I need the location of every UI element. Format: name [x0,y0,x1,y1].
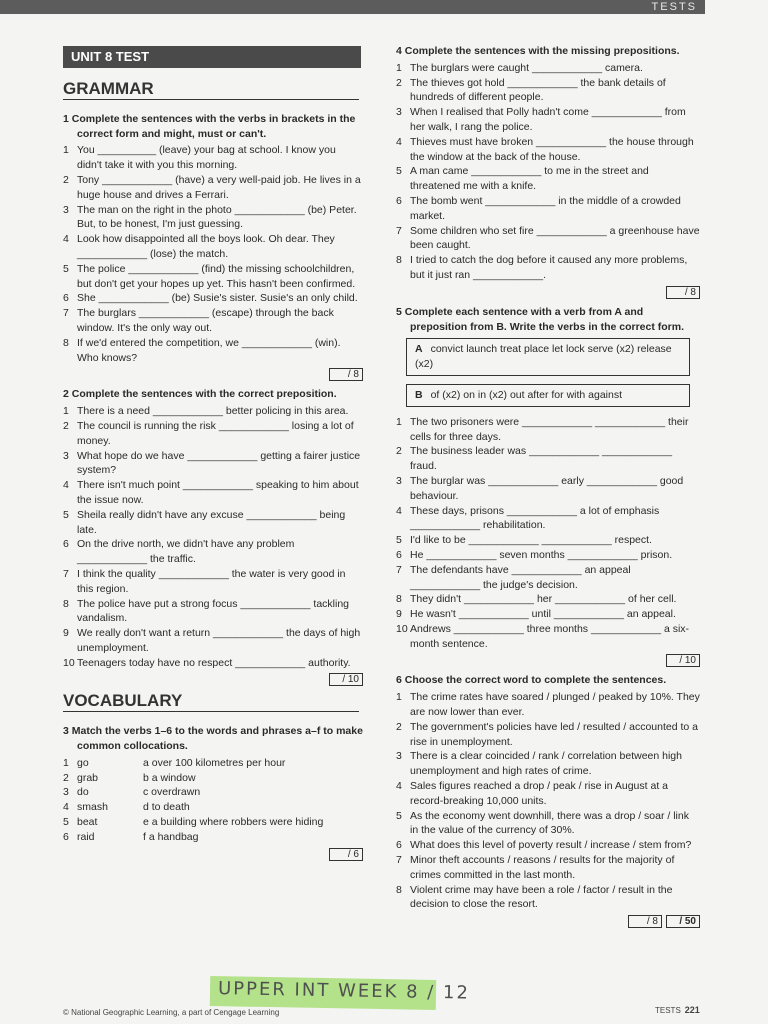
handwritten-note [210,976,471,1010]
exercise-5-item-number: 4 [396,504,402,517]
exercise-5-item-text: The defendants have ____________ an appeal ____________ the judge's decision. [410,563,631,591]
exercise-6-item [396,853,700,883]
exercise-2-item [63,656,363,671]
grammar-heading: GRAMMAR [63,82,359,100]
exercise-4-item [396,61,700,76]
exercise-5-instruction: 5 Complete each sentence with a verb from A and preposition from B. Write the verbs in the correct form. [396,305,685,333]
exercise-1-items [63,143,363,365]
exercise-5-item-text: These days, prisons ____________ a lot of emphasis ____________ rehabilitation. [410,504,660,532]
exercise-4-item-text: The thieves got hold ____________ the bank details of hundreds of different people. [410,76,666,104]
exercise-1-item-text: She ____________ (be) Susie's sister. Susie's an only child. [77,292,358,305]
exercise-2-item-number: 4 [63,479,69,492]
exercise-6-item [396,883,700,913]
exercise-1-item-text: You __________ (leave) your bag at school. I know you didn't take it with you this morning. [77,144,336,172]
exercise-2-item [63,449,363,479]
exercise-4-item-text: Thieves must have broken ____________ the house through the window at the back of the house. [410,135,694,163]
left-column [63,46,363,867]
collocation-number: 3 [63,786,69,799]
exercise-6-item-text: There is a clear coincided / rank / correlation between high unemployment and high rates of crime. [410,750,682,778]
exercise-1-item-text: Tony ____________ (have) a very well-paid job. He lives in a huge house and drives a Ferrari. [77,173,361,201]
exercise-1-instruction: 1 Complete the sentences with the verbs in brackets in the correct form and might, must or can't. [63,112,356,140]
exercise-5-item [396,504,700,534]
handwritten-note-text: UPPER INT WEEK 8 / 12 [217,978,471,1004]
header-tab-label: TESTS [651,1,697,13]
word-box-a-label: A [415,343,423,356]
exercise-5-item-text: He ____________ seven months ____________ prison. [410,548,673,561]
exercise-6-item-text: Minor theft accounts / reasons / results for the majority of crimes committed in the last month. [410,854,675,881]
exercise-1-item-number: 1 [63,144,69,157]
exercise-4-item-number: 4 [396,135,402,148]
exercise-2-item [63,419,363,449]
exercise-6-item [396,690,700,720]
exercise-2-item-text: There isn't much point ____________ speaking to him about the issue now. [77,479,359,506]
collocation-row [63,756,363,771]
exercise-2-items [63,404,363,670]
exercise-5-item [396,415,700,445]
exercise-4-item-text: The burglars were caught ____________ camera. [410,61,643,74]
word-box-b-label: B [415,388,423,401]
collocation-match: a over 100 kilometres per hour [143,756,286,769]
exercise-2-item-text: Teenagers today have no respect ____________ authority. [77,656,351,669]
exercise-1-item-text: The police ____________ (find) the missing schoolchildren, but don't get your hopes up yet. This hasn't been confirmed. [77,262,356,290]
exercise-4-item [396,164,700,194]
exercise-4-item [396,224,700,254]
exercise-1-item-number: 8 [63,336,69,349]
exercise-2-item [63,567,363,597]
exercise-6-item-text: What does this level of poverty result / increase / stem from? [410,839,692,852]
exercise-1-item-number: 4 [63,233,69,246]
exercise-4-item-text: I tried to catch the dog before it caused any more problems, but it just ran ____________. [410,254,688,281]
exercise-6-item [396,838,700,853]
exercise-2 [63,387,363,686]
exercise-1-item [63,203,363,233]
collocation-row [63,830,363,845]
collocation-verb: grab [77,771,99,784]
collocation-row [63,815,363,830]
collocation-row [63,771,363,786]
exercise-5-item-text: They didn't ____________ her ____________ of her cell. [410,593,677,606]
exercise-6-item-number: 2 [396,720,402,733]
exercise-6-item-number: 6 [396,839,402,852]
exercise-4-item [396,135,700,165]
exercise-1-score: / 8 [329,368,363,381]
exercise-1 [63,112,363,382]
exercise-6-item [396,779,700,809]
exercise-6-item [396,749,700,779]
exercise-5-item-number: 8 [396,593,402,606]
exercise-6-instruction: 6 Choose the correct word to complete the sentences. [396,674,667,687]
collocation-match: e a building where robbers were hiding [143,816,324,829]
collocation-match: b a window [143,771,196,784]
exercise-2-item-number: 5 [63,508,69,521]
page-number: 221 [684,1005,700,1015]
collocation-row [63,800,363,815]
exercise-5-score: / 10 [666,654,700,667]
exercise-2-item-text: Sheila really didn't have any excuse ____________ being late. [77,508,346,536]
footer-page [655,1005,700,1015]
exercise-2-item-number: 2 [63,419,69,432]
collocation-match: c overdrawn [143,786,201,799]
exercise-4-instruction: 4 Complete the sentences with the missing prepositions. [396,45,680,57]
exercise-2-item-number: 8 [63,597,69,610]
exercise-4-item-number: 3 [396,106,402,119]
exercise-5 [396,305,700,668]
header-bar [0,0,705,14]
collocation-verb: raid [77,830,95,843]
exercise-5-item-number: 1 [396,415,402,428]
exercise-6-items [396,690,700,912]
exercise-4-item-number: 1 [396,61,402,74]
exercise-2-item-number: 10 [63,656,75,669]
exercise-5-item [396,563,700,593]
exercise-4-items [396,61,700,283]
footer-copyright: © National Geographic Learning, a part of Cengage Learning [63,1008,280,1017]
word-box-b [406,384,690,407]
exercise-6-item-number: 5 [396,809,402,822]
collocation-verb: smash [77,801,108,814]
exercise-2-instruction: 2 Complete the sentences with the correct preposition. [63,388,337,401]
exercise-5-item [396,548,700,563]
collocation-match: f a handbag [143,830,199,843]
exercise-1-item [63,143,363,173]
unit-title: UNIT 8 TEST [63,46,361,68]
exercise-1-item [63,306,363,336]
exercise-2-item [63,508,363,538]
collocation-verb: go [77,756,89,769]
exercise-5-item-text: The business leader was ____________ ____________ fraud. [410,445,673,473]
exercise-2-item-text: What hope do we have ____________ getting a fairer justice system? [77,449,361,477]
exercise-4-item-number: 5 [396,165,402,178]
exercise-3-score: / 6 [329,848,363,861]
exercise-5-item-number: 10 [396,622,408,635]
exercise-5-item-text: The burglar was ____________ early ____________ good behaviour. [410,474,684,502]
exercise-5-item-text: He wasn't ____________ until ____________ an appeal. [410,608,676,621]
exercise-2-item [63,597,363,627]
exercise-2-item-number: 6 [63,538,69,551]
collocation-match: d to death [143,801,190,814]
exercise-5-item [396,444,700,474]
exercise-5-item-text: I'd like to be ____________ ____________ respect. [410,534,652,547]
collocation-verb: do [77,786,89,799]
exercise-6-item-number: 7 [396,854,402,867]
exercise-1-item-text: If we'd entered the competition, we ____________ (win). Who knows? [77,336,341,364]
footer-label: TESTS [655,1006,681,1015]
exercise-5-item-number: 5 [396,534,402,547]
word-box-b-words: of (x2) on in (x2) out after for with against [430,388,623,401]
exercise-5-item-number: 3 [396,474,402,487]
word-box-a-words: convict launch treat place let lock serve (x2) release (x2) [415,343,672,371]
exercise-1-item-text: The man on the right in the photo ____________ (be) Peter. But, to be honest, I'm just guessing. [77,203,357,231]
exercise-5-item [396,533,700,548]
exercise-5-item-text: The two prisoners were ____________ ____________ their cells for three days. [410,415,689,443]
right-column [396,44,700,934]
exercise-5-item-number: 2 [396,445,402,458]
exercise-2-item [63,537,363,567]
collocation-verb: beat [77,816,98,829]
exercise-2-item-number: 3 [63,449,69,462]
exercise-1-item-number: 3 [63,203,69,216]
exercise-5-item-number: 6 [396,548,402,561]
exercise-4-item-text: A man came ____________ to me in the street and threatened me with a knife. [410,165,649,193]
exercise-4-item-text: Some children who set fire ____________ a greenhouse have been caught. [410,224,700,252]
exercise-5-item-number: 9 [396,608,402,621]
exercise-2-item [63,404,363,419]
exercise-3-instruction: 3 Match the verbs 1–6 to the words and phrases a–f to make common collocations. [63,725,363,753]
exercise-6-item-text: Sales figures reached a drop / peak / rise in August at a record-breaking 10,000 units. [410,780,668,807]
exercise-4-item [396,76,700,106]
exercise-6-score: / 8 [628,915,662,928]
exercise-5-item [396,592,700,607]
exercise-1-item-text: The burglars ____________ (escape) through the back window. It's the only way out. [77,307,334,334]
exercise-6-item-text: As the economy went downhill, there was a drop / soar / link in the value of the currency of 30%. [410,809,689,837]
exercise-2-item-number: 7 [63,567,69,580]
collocation-number: 2 [63,771,69,784]
exercise-5-item [396,622,700,652]
exercise-6-item-number: 8 [396,883,402,896]
exercise-4-score: / 8 [666,286,700,299]
exercise-2-item [63,478,363,508]
exercise-4-item-number: 7 [396,224,402,237]
collocation-number: 6 [63,830,69,843]
exercise-5-item-text: Andrews ____________ three months ____________ a six-month sentence. [410,622,690,650]
exercise-6-item-number: 3 [396,750,402,763]
total-score: / 50 [666,915,700,928]
exercise-1-item [63,173,363,203]
exercise-5-item-number: 7 [396,563,402,576]
exercise-1-item [63,336,363,366]
exercise-2-item-number: 1 [63,405,69,418]
collocation-row [63,785,363,800]
exercise-2-item-number: 9 [63,627,69,640]
exercise-4 [396,44,700,299]
collocation-number: 5 [63,816,69,829]
exercise-4-item-number: 8 [396,254,402,267]
exercise-2-score: / 10 [329,673,363,686]
exercise-3 [63,724,363,860]
exercise-5-item [396,474,700,504]
exercise-2-item-text: The council is running the risk ____________ losing a lot of money. [77,419,354,447]
collocation-number: 1 [63,756,69,769]
exercise-1-item-text: Look how disappointed all the boys look. Oh dear. They ____________ (lose) the match. [77,233,335,260]
exercise-6-item [396,809,700,839]
exercise-2-item-text: On the drive north, we didn't have any problem ____________ the traffic. [77,538,295,566]
exercise-4-item-number: 6 [396,194,402,207]
exercise-1-item-number: 6 [63,292,69,305]
exercise-1-item [63,291,363,306]
exercise-2-item-text: There is a need ____________ better policing in this area. [77,405,349,418]
exercise-6-item [396,720,700,750]
exercise-2-item-text: The police have put a strong focus ____________ tackling vandalism. [77,597,350,625]
collocation-number: 4 [63,801,69,814]
exercise-6-item-number: 4 [396,780,402,793]
exercise-6-item-text: Violent crime may have been a role / factor / result in the decision to close the resort. [410,883,673,911]
exercise-1-item-number: 5 [63,262,69,275]
exercise-3-items [63,756,363,845]
exercise-6-item-number: 1 [396,691,402,704]
exercise-1-item [63,262,363,292]
exercise-4-item-text: The bomb went ____________ in the middle of a crowded market. [410,194,681,222]
exercise-4-item [396,194,700,224]
exercise-6-item-text: The government's policies have led / resulted / accounted to a rise in unemployment. [410,720,699,748]
exercise-4-item-number: 2 [396,76,402,89]
exercise-6-item-text: The crime rates have soared / plunged / peaked by 10%. They are now lower than ever. [410,691,700,719]
exercise-2-item-text: I think the quality ____________ the water is very good in this region. [77,567,346,595]
exercise-2-item [63,626,363,656]
exercise-4-item-text: When I realised that Polly hadn't come ____________ from her walk, I rang the police. [410,106,686,133]
exercise-5-item [396,607,700,622]
exercise-1-item [63,232,363,262]
exercise-5-items [396,415,700,652]
exercise-1-item-number: 7 [63,307,69,320]
vocabulary-heading: VOCABULARY [63,694,359,712]
exercise-6 [396,673,700,928]
exercise-1-item-number: 2 [63,173,69,186]
word-box-a [406,338,690,376]
exercise-4-item [396,253,700,283]
exercise-2-item-text: We really don't want a return ____________ the days of high unemployment. [77,627,361,654]
exercise-4-item [396,105,700,135]
